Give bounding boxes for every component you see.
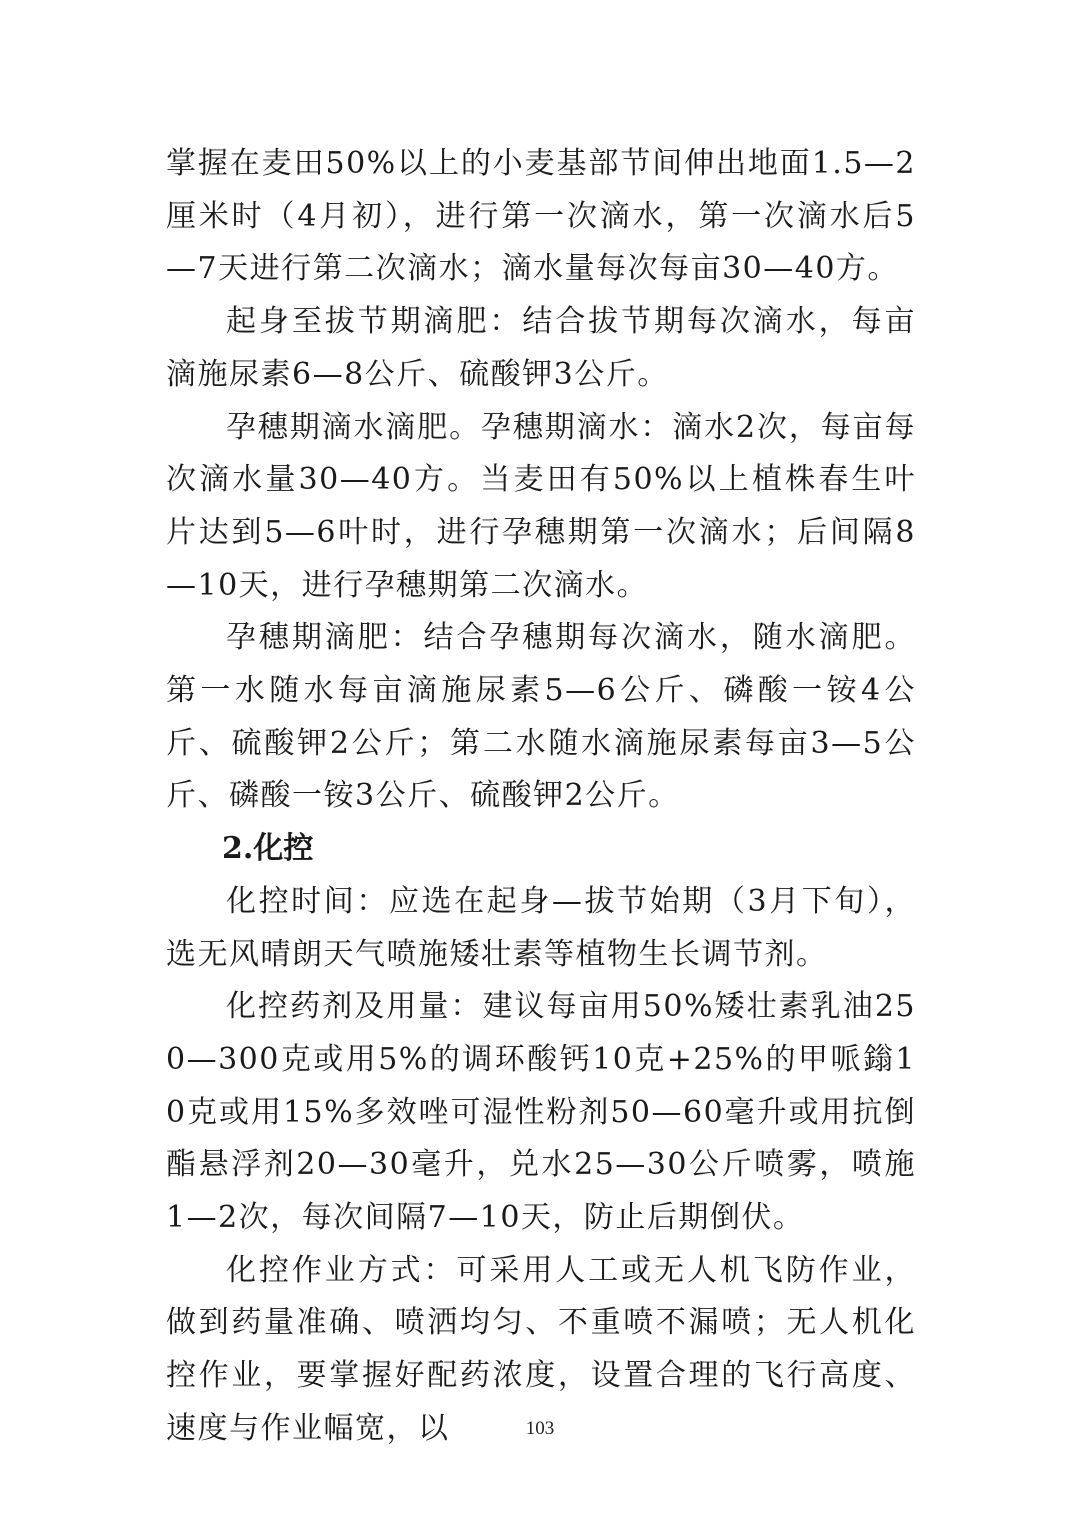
- paragraph-control-timing: 化控时间：应选在起身—拔节始期（3月下旬），选无风晴朗天气喷施矮壮素等植物生长调节剂。: [166, 883, 916, 972]
- paragraph-jointing-fertilizer: 起身至拔节期滴肥：结合拔节期每次滴水，每亩滴施尿素6—8公斤、硫酸钾3公斤。: [166, 304, 916, 392]
- paragraph-booting-fertilizer: 孕穗期滴肥：结合孕穗期每次滴水，随水滴肥。第一水随水每亩滴施尿素5—6公斤、磷酸一铵4公斤、硫酸钾2公斤；第二水随水滴施尿素每亩3—5公斤、磷酸一铵3公斤、硫酸钾2公斤。: [166, 620, 916, 814]
- paragraph-control-method: 化控作业方式：可采用人工或无人机飞防作业，做到药量准确、喷洒均匀、不重喷不漏喷；无人机化控作业，要掌握好配药浓度，设置合理的飞行高度、速度与作业幅宽，以: [166, 1252, 916, 1446]
- paragraph-irrigation-timing: 掌握在麦田50%以上的小麦基部节间伸出地面1.5—2厘米时（4月初），进行第一次滴水，第一次滴水后5—7天进行第二次滴水；滴水量每次每亩30—40方。: [166, 146, 916, 287]
- body-text: [166, 138, 916, 1456]
- page-number: 103: [525, 1418, 555, 1439]
- paragraph-control-agents: 化控药剂及用量：建议每亩用50%矮壮素乳油250—300克或用5%的调环酸钙10克+25%的甲哌鎓10克或用15%多效唑可湿性粉剂50—60毫升或用抗倒酯悬浮剂20—30毫升，兑水25—30公斤喷雾，喷施1—2次，每次间隔7—10天，防止后期倒伏。: [166, 989, 916, 1236]
- section-heading-chemical-control: 2.化控: [222, 831, 314, 867]
- paragraph-booting-irrigation: 孕穗期滴水滴肥。孕穗期滴水：滴水2次，每亩每次滴水量30—40方。当麦田有50%以上植株春生叶片达到5—6叶时，进行孕穗期第一次滴水；后间隔8—10天，进行孕穗期第二次滴水。: [166, 409, 916, 603]
